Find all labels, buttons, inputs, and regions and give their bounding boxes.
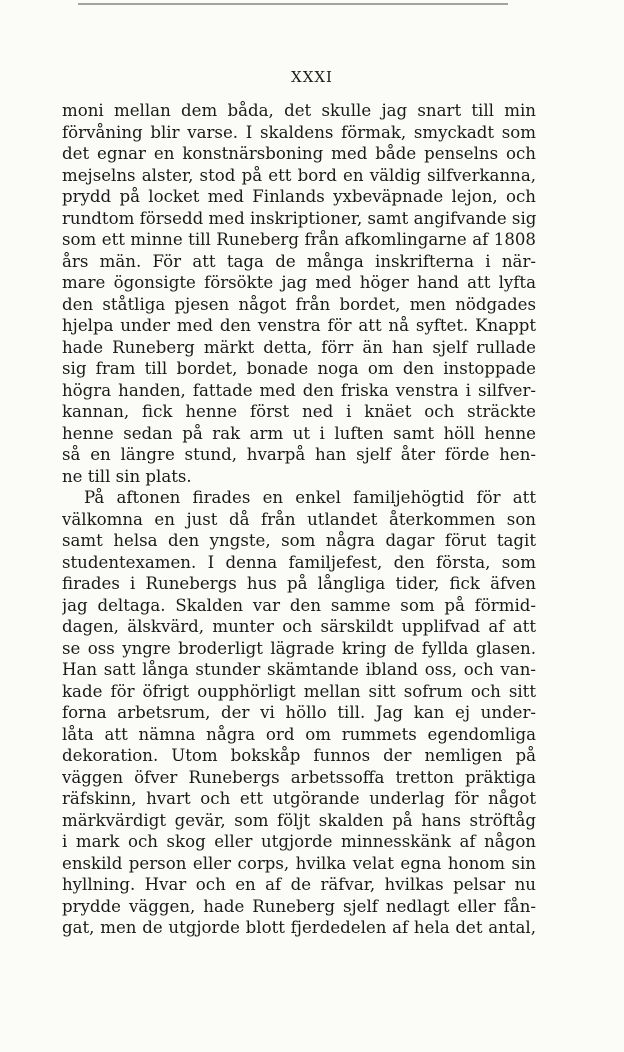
- text-line: samt helsa den yngste, som några dagar förut tagit: [62, 531, 536, 550]
- text-line: Han satt långa stunder skämtande ibland oss, och van-: [62, 660, 536, 679]
- text-line: välkomna en just då från utlandet återkommen son: [62, 509, 536, 529]
- text-line: mare ögonsigte försökte jag med höger hand att lyfta: [62, 273, 536, 292]
- text-line: ne till sin plats.: [62, 466, 192, 486]
- text-line: dekoration. Utom bokskåp funnos der nemligen på: [62, 746, 536, 765]
- text-line: prydd på locket med Finlands yxbeväpnade lejon, och: [62, 187, 536, 206]
- text-line: moni mellan dem båda, det skulle jag snart till min: [62, 101, 536, 120]
- top-edge-rule: [78, 3, 508, 5]
- text-line: enskild person eller corps, hvilka velat egna honom sin: [62, 853, 536, 873]
- text-line: prydde väggen, hade Runeberg sjelf nedlagt eller fån-: [62, 896, 536, 916]
- text-line: dagen, älskvärd, munter och särskildt upplifvad af att: [62, 617, 536, 636]
- text-line: hade Runeberg märkt detta, förr än han sjelf rullade: [62, 337, 536, 357]
- page-number: XXXI: [291, 68, 333, 86]
- text-line: som ett minne till Runeberg från afkomlingarne af 1808: [62, 230, 536, 249]
- text-line: hyllning. Hvar och en af de räfvar, hvilkas pelsar nu: [62, 875, 536, 894]
- text-line: På aftonen firades en enkel familjehögtid för att: [84, 488, 536, 507]
- text-line: studentexamen. I denna familjefest, den första, som: [62, 552, 536, 572]
- text-line: förvåning blir varse. I skaldens förmak, smyckadt som: [62, 122, 536, 142]
- text-line: forna arbetsrum, der vi höllo till. Jag kan ej under-: [62, 703, 536, 722]
- body-text: [62, 100, 536, 939]
- text-line: så en längre stund, hvarpå han sjelf åter förde hen-: [62, 445, 536, 464]
- text-line: räfskinn, hvart och ett utgörande underlag för något: [62, 789, 536, 808]
- text-line: mejselns alster, stod på ett bord en väldig silfverkanna,: [62, 165, 536, 185]
- text-line: gat, men de utgjorde blott fjerdedelen af hela det antal,: [62, 918, 536, 937]
- text-line: kade för öfrigt oupphörligt mellan sitt sofrum och sitt: [62, 681, 536, 701]
- text-line: i mark och skog eller utgjorde minnesskänk af någon: [62, 832, 536, 851]
- text-line: det egnar en konstnärsboning med både penselns och: [62, 144, 536, 163]
- text-line: sig fram till bordet, bonade noga om den instoppade: [62, 359, 536, 378]
- text-line: års män. För att taga de många inskrifterna i när-: [62, 251, 536, 271]
- text-line: henne sedan på rak arm ut i luften samt höll henne: [62, 423, 536, 443]
- text-line: kannan, fick henne först ned i knäet och sträckte: [62, 402, 536, 421]
- text-line: märkvärdigt gevär, som följt skalden på hans ströftåg: [62, 810, 536, 830]
- text-line: högra handen, fattade med den friska venstra i silfver-: [62, 380, 536, 400]
- text-line: rundtom försedd med inskriptioner, samt angifvande sig: [62, 208, 536, 228]
- text-line: jag deltaga. Skalden var den samme som på förmid-: [62, 595, 536, 615]
- text-line: låta att nämna några ord om rummets egendomliga: [62, 724, 536, 744]
- text-line: se oss yngre broderligt lägrade kring de fyllda glasen.: [62, 638, 536, 658]
- text-line: firades i Runebergs hus på långliga tider, fick äfven: [62, 574, 536, 593]
- text-line: väggen öfver Runebergs arbetssoffa tretton präktiga: [62, 767, 536, 787]
- text-line: hjelpa under med den venstra för att nå syftet. Knappt: [62, 316, 536, 335]
- text-line: den ståtliga pjesen något från bordet, men nödgades: [62, 294, 536, 314]
